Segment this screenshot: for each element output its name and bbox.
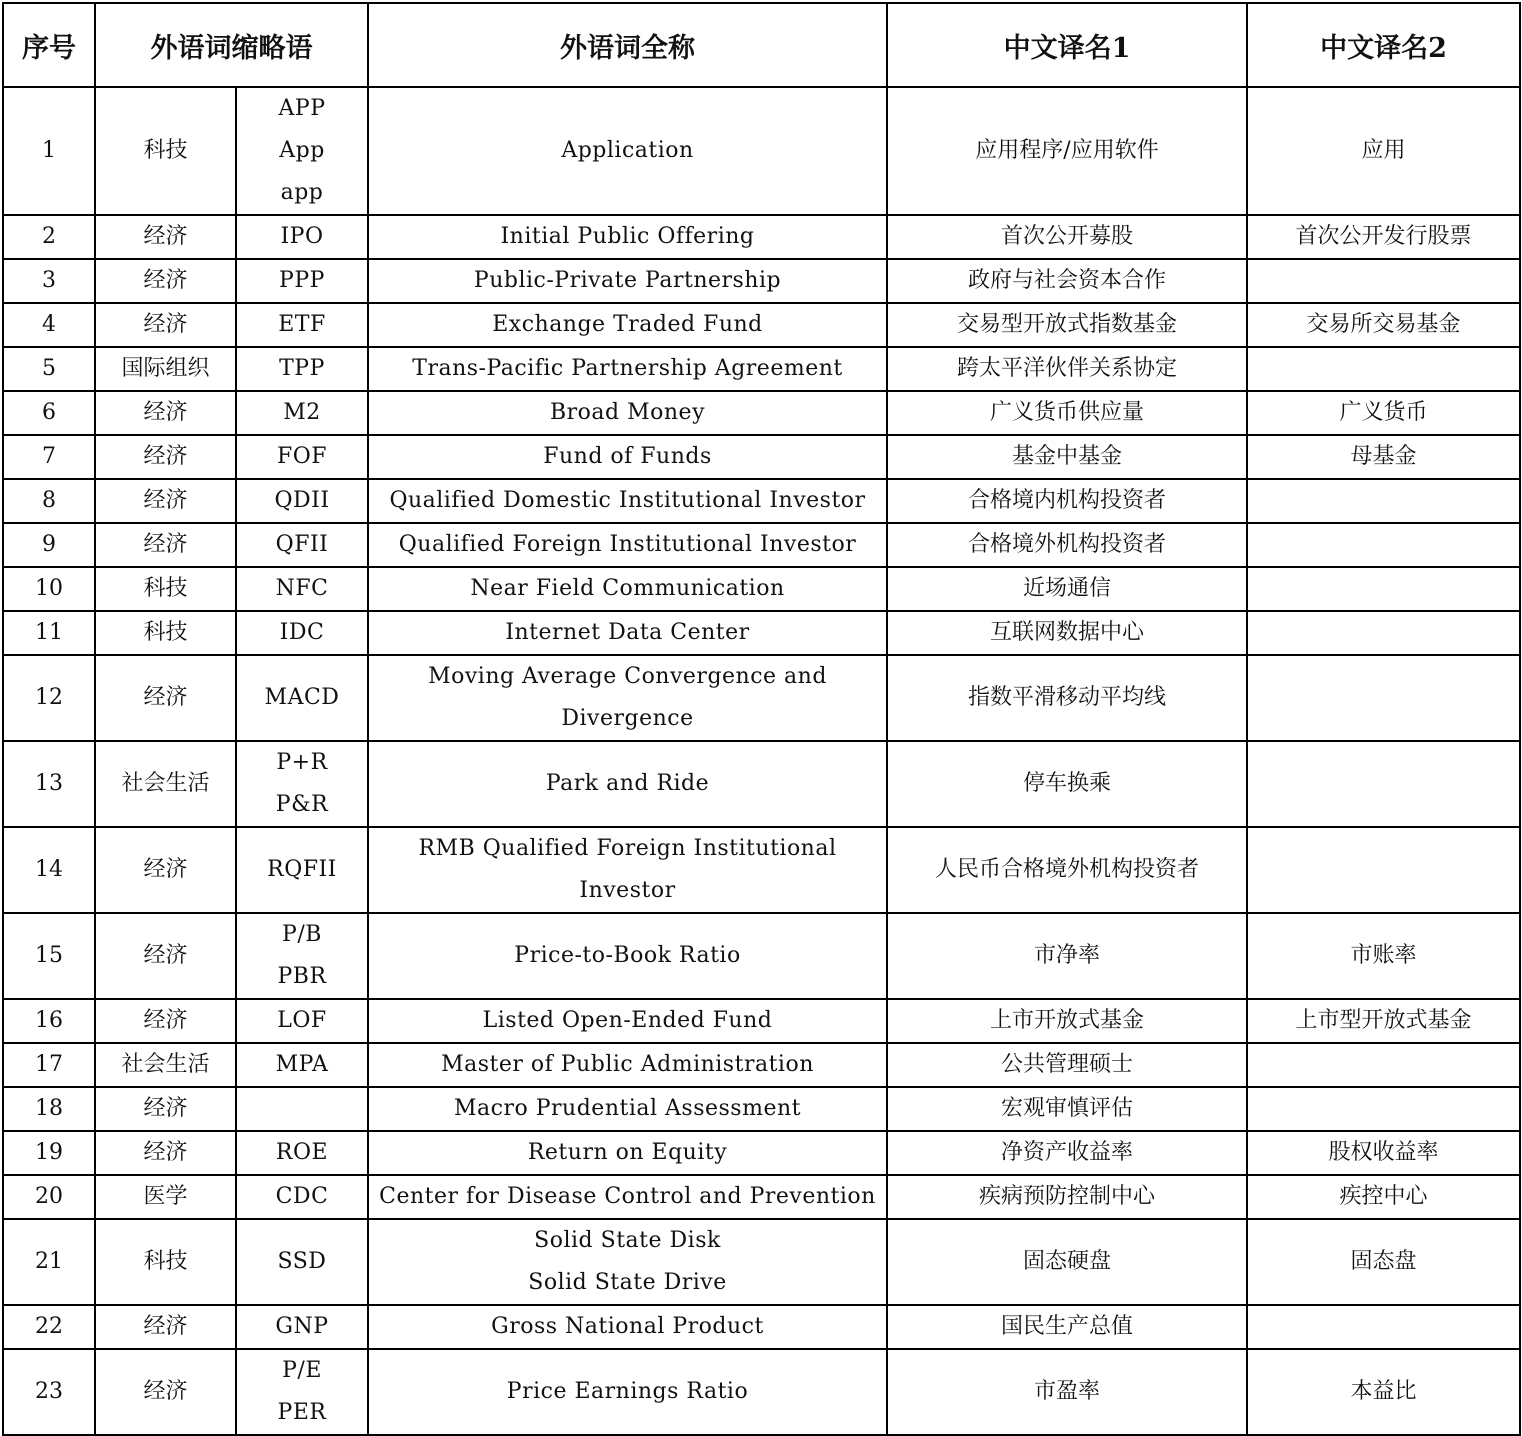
abbreviation-cell — [236, 913, 368, 999]
category-cell: 经济 — [95, 391, 236, 435]
table-row — [3, 611, 1520, 655]
index-cell: 7 — [3, 435, 95, 479]
index-cell: 11 — [3, 611, 95, 655]
full-name-line: Near Field Communication — [470, 576, 785, 601]
cn-name-1-cell: 合格境内机构投资者 — [887, 479, 1247, 523]
glossary-table — [2, 2, 1521, 1436]
cn-name-2-cell: 本益比 — [1247, 1349, 1520, 1435]
full-name-cell — [368, 655, 887, 741]
cn-name-1-cell: 跨太平洋伙伴关系协定 — [887, 347, 1247, 391]
table-row — [3, 1087, 1520, 1131]
table-row — [3, 741, 1520, 827]
table-row — [3, 655, 1520, 741]
full-name-line: Master of Public Administration — [441, 1052, 814, 1077]
category-cell: 经济 — [95, 259, 236, 303]
cn-name-2-cell: 股权收益率 — [1247, 1131, 1520, 1175]
cn-name-1-cell: 互联网数据中心 — [887, 611, 1247, 655]
abbreviation-cell — [236, 1043, 368, 1087]
category-cell: 社会生活 — [95, 741, 236, 827]
cn-name-1-cell: 首次公开募股 — [887, 215, 1247, 259]
category-cell: 经济 — [95, 655, 236, 741]
category-cell: 经济 — [95, 1305, 236, 1349]
cn-name-2-cell — [1247, 523, 1520, 567]
index-cell: 3 — [3, 259, 95, 303]
table-row — [3, 1349, 1520, 1435]
full-name-line: Internet Data Center — [505, 620, 750, 645]
index-cell: 4 — [3, 303, 95, 347]
header-cn-name-1: 中文译名1 — [887, 3, 1247, 87]
cn-name-1-cell: 市盈率 — [887, 1349, 1247, 1435]
abbreviation-cell — [236, 611, 368, 655]
full-name-cell — [368, 523, 887, 567]
full-name-cell — [368, 1087, 887, 1131]
abbreviation-line: TPP — [279, 356, 325, 381]
cn-name-2-cell: 交易所交易基金 — [1247, 303, 1520, 347]
cn-name-1-cell: 应用程序/应用软件 — [887, 87, 1247, 215]
cn-name-2-cell: 上市型开放式基金 — [1247, 999, 1520, 1043]
table-row — [3, 479, 1520, 523]
category-cell: 科技 — [95, 1219, 236, 1305]
table-row — [3, 215, 1520, 259]
category-cell: 经济 — [95, 827, 236, 913]
cn-name-2-cell — [1247, 259, 1520, 303]
cn-name-2-cell — [1247, 1043, 1520, 1087]
full-name-line: Initial Public Offering — [500, 224, 755, 249]
abbreviation-cell — [236, 303, 368, 347]
abbreviation-cell — [236, 655, 368, 741]
cn-name-2-cell — [1247, 827, 1520, 913]
table-row — [3, 391, 1520, 435]
abbreviation-cell — [236, 391, 368, 435]
abbreviation-line: MACD — [264, 685, 340, 710]
index-cell: 16 — [3, 999, 95, 1043]
cn-name-2-cell — [1247, 1087, 1520, 1131]
full-name-line: Broad Money — [549, 400, 705, 425]
abbreviation-cell — [236, 827, 368, 913]
table-row — [3, 435, 1520, 479]
full-name-line: Price-to-Book Ratio — [514, 943, 741, 968]
abbreviation-line: PER — [277, 1400, 327, 1425]
full-name-line: Gross National Product — [491, 1314, 764, 1339]
cn-name-2-cell: 首次公开发行股票 — [1247, 215, 1520, 259]
cn-name-1-cell: 固态硬盘 — [887, 1219, 1247, 1305]
full-name-line: Price Earnings Ratio — [506, 1379, 749, 1404]
cn-name-2-cell — [1247, 655, 1520, 741]
full-name-cell — [368, 259, 887, 303]
table-row — [3, 1305, 1520, 1349]
cn-name-1-cell: 政府与社会资本合作 — [887, 259, 1247, 303]
header-row — [3, 3, 1520, 87]
index-cell: 1 — [3, 87, 95, 215]
full-name-cell — [368, 303, 887, 347]
full-name-cell — [368, 479, 887, 523]
abbreviation-line: MPA — [275, 1052, 329, 1077]
abbreviation-line: IPO — [280, 224, 324, 249]
table-row — [3, 913, 1520, 999]
abbreviation-cell — [236, 1349, 368, 1435]
cn-name-1-cell: 净资产收益率 — [887, 1131, 1247, 1175]
abbreviation-line: P+R — [276, 750, 328, 775]
abbreviation-line: M2 — [283, 400, 321, 425]
index-cell: 10 — [3, 567, 95, 611]
full-name-cell — [368, 1305, 887, 1349]
cn-name-1-cell: 人民币合格境外机构投资者 — [887, 827, 1247, 913]
abbreviation-cell — [236, 523, 368, 567]
full-name-line: Fund of Funds — [543, 444, 712, 469]
abbreviation-cell — [236, 999, 368, 1043]
abbreviation-line: IDC — [279, 620, 325, 645]
abbreviation-cell — [236, 435, 368, 479]
full-name-line: Return on Equity — [527, 1140, 728, 1165]
abbreviation-cell — [236, 215, 368, 259]
full-name-cell — [368, 611, 887, 655]
abbreviation-cell — [236, 741, 368, 827]
abbreviation-line: NFC — [275, 576, 329, 601]
full-name-line: Divergence — [561, 706, 694, 731]
abbreviation-cell — [236, 347, 368, 391]
index-cell: 20 — [3, 1175, 95, 1219]
index-cell: 2 — [3, 215, 95, 259]
category-cell: 科技 — [95, 611, 236, 655]
abbreviation-cell — [236, 1219, 368, 1305]
abbreviation-line: APP — [278, 96, 326, 121]
index-cell: 6 — [3, 391, 95, 435]
table-row — [3, 1131, 1520, 1175]
abbreviation-line: CDC — [275, 1184, 329, 1209]
category-cell: 经济 — [95, 913, 236, 999]
category-cell: 经济 — [95, 1087, 236, 1131]
full-name-line: Exchange Traded Fund — [492, 312, 763, 337]
cn-name-1-cell: 公共管理硕士 — [887, 1043, 1247, 1087]
category-cell: 经济 — [95, 999, 236, 1043]
category-cell: 经济 — [95, 303, 236, 347]
index-cell: 14 — [3, 827, 95, 913]
full-name-line: Qualified Domestic Institutional Investor — [389, 488, 866, 513]
index-cell: 21 — [3, 1219, 95, 1305]
header-index: 序号 — [3, 3, 95, 87]
abbreviation-line: QFII — [275, 532, 329, 557]
cn-name-2-cell — [1247, 347, 1520, 391]
table-row — [3, 87, 1520, 215]
cn-name-1-cell: 近场通信 — [887, 567, 1247, 611]
full-name-line: Macro Prudential Assessment — [454, 1096, 801, 1121]
abbreviation-line: P&R — [275, 792, 329, 817]
abbreviation-cell — [236, 1175, 368, 1219]
full-name-cell — [368, 567, 887, 611]
cn-name-2-cell — [1247, 1305, 1520, 1349]
full-name-line: Park and Ride — [545, 771, 710, 796]
cn-name-1-cell: 疾病预防控制中心 — [887, 1175, 1247, 1219]
full-name-cell — [368, 215, 887, 259]
cn-name-1-cell: 交易型开放式指数基金 — [887, 303, 1247, 347]
full-name-line: Solid State Disk — [534, 1228, 721, 1253]
category-cell: 国际组织 — [95, 347, 236, 391]
category-cell: 经济 — [95, 1131, 236, 1175]
table-row — [3, 999, 1520, 1043]
cn-name-2-cell: 疾控中心 — [1247, 1175, 1520, 1219]
full-name-line: Qualified Foreign Institutional Investor — [398, 532, 857, 557]
cn-name-2-cell: 市账率 — [1247, 913, 1520, 999]
abbreviation-cell — [236, 1131, 368, 1175]
abbreviation-cell — [236, 1087, 368, 1131]
index-cell: 9 — [3, 523, 95, 567]
abbreviation-line: ROE — [275, 1140, 329, 1165]
full-name-cell — [368, 391, 887, 435]
abbreviation-line: RQFII — [267, 857, 337, 882]
full-name-cell — [368, 1131, 887, 1175]
table-row — [3, 1175, 1520, 1219]
header-abbreviation: 外语词缩略语 — [95, 3, 368, 87]
index-cell: 17 — [3, 1043, 95, 1087]
index-cell: 18 — [3, 1087, 95, 1131]
full-name-cell — [368, 827, 887, 913]
index-cell: 19 — [3, 1131, 95, 1175]
cn-name-2-cell: 固态盘 — [1247, 1219, 1520, 1305]
full-name-line: Public-Private Partnership — [473, 268, 782, 293]
category-cell: 医学 — [95, 1175, 236, 1219]
category-cell: 社会生活 — [95, 1043, 236, 1087]
cn-name-2-cell — [1247, 611, 1520, 655]
full-name-cell — [368, 1175, 887, 1219]
category-cell: 经济 — [95, 479, 236, 523]
table-row — [3, 1219, 1520, 1305]
header-cn-name-2: 中文译名2 — [1247, 3, 1520, 87]
index-cell: 8 — [3, 479, 95, 523]
table-row — [3, 827, 1520, 913]
full-name-cell — [368, 347, 887, 391]
full-name-line: RMB Qualified Foreign Institutional — [418, 836, 837, 861]
table-row — [3, 523, 1520, 567]
abbreviation-line: GNP — [275, 1314, 329, 1339]
index-cell: 22 — [3, 1305, 95, 1349]
full-name-cell — [368, 87, 887, 215]
index-cell: 13 — [3, 741, 95, 827]
full-name-cell — [368, 913, 887, 999]
full-name-line: Investor — [579, 878, 676, 903]
table-row — [3, 303, 1520, 347]
abbreviation-line: PBR — [277, 964, 327, 989]
cn-name-1-cell: 上市开放式基金 — [887, 999, 1247, 1043]
full-name-line: Solid State Drive — [528, 1270, 727, 1295]
abbreviation-cell — [236, 259, 368, 303]
table-row — [3, 1043, 1520, 1087]
category-cell: 经济 — [95, 215, 236, 259]
abbreviation-line: SSD — [277, 1249, 327, 1274]
table-row — [3, 567, 1520, 611]
full-name-cell — [368, 741, 887, 827]
full-name-line: Trans-Pacific Partnership Agreement — [412, 356, 843, 381]
cn-name-1-cell: 广义货币供应量 — [887, 391, 1247, 435]
abbreviation-cell — [236, 479, 368, 523]
full-name-line: Center for Disease Control and Prevention — [379, 1184, 876, 1209]
table-row — [3, 347, 1520, 391]
category-cell: 科技 — [95, 87, 236, 215]
abbreviation-line: App — [279, 138, 325, 163]
full-name-line: Application — [561, 138, 694, 163]
index-cell: 23 — [3, 1349, 95, 1435]
abbreviation-cell — [236, 87, 368, 215]
category-cell: 经济 — [95, 1349, 236, 1435]
abbreviation-line: P/E — [282, 1358, 322, 1383]
cn-name-2-cell — [1247, 567, 1520, 611]
table-row — [3, 259, 1520, 303]
index-cell: 15 — [3, 913, 95, 999]
full-name-cell — [368, 1349, 887, 1435]
cn-name-2-cell: 广义货币 — [1247, 391, 1520, 435]
cn-name-1-cell: 指数平滑移动平均线 — [887, 655, 1247, 741]
cn-name-1-cell: 基金中基金 — [887, 435, 1247, 479]
header-full-name: 外语词全称 — [368, 3, 887, 87]
category-cell: 经济 — [95, 523, 236, 567]
cn-name-1-cell: 停车换乘 — [887, 741, 1247, 827]
full-name-cell — [368, 999, 887, 1043]
abbreviation-line: FOF — [276, 444, 328, 469]
abbreviation-cell — [236, 1305, 368, 1349]
full-name-cell — [368, 1043, 887, 1087]
abbreviation-cell — [236, 567, 368, 611]
abbreviation-line: app — [280, 180, 324, 205]
abbreviation-line: QDII — [274, 488, 330, 513]
index-cell: 5 — [3, 347, 95, 391]
table-body — [3, 87, 1520, 1435]
full-name-cell — [368, 435, 887, 479]
cn-name-2-cell — [1247, 479, 1520, 523]
full-name-cell — [368, 1219, 887, 1305]
cn-name-2-cell: 应用 — [1247, 87, 1520, 215]
category-cell: 科技 — [95, 567, 236, 611]
abbreviation-line: PPP — [279, 268, 325, 293]
abbreviation-line: ETF — [278, 312, 326, 337]
cn-name-1-cell: 市净率 — [887, 913, 1247, 999]
cn-name-1-cell: 宏观审慎评估 — [887, 1087, 1247, 1131]
full-name-line: Moving Average Convergence and — [428, 664, 827, 689]
category-cell: 经济 — [95, 435, 236, 479]
cn-name-1-cell: 国民生产总值 — [887, 1305, 1247, 1349]
cn-name-2-cell: 母基金 — [1247, 435, 1520, 479]
abbreviation-line: P/B — [282, 922, 322, 947]
abbreviation-line: LOF — [277, 1008, 327, 1033]
cn-name-1-cell: 合格境外机构投资者 — [887, 523, 1247, 567]
full-name-line: Listed Open-Ended Fund — [482, 1008, 773, 1033]
index-cell: 12 — [3, 655, 95, 741]
cn-name-2-cell — [1247, 741, 1520, 827]
